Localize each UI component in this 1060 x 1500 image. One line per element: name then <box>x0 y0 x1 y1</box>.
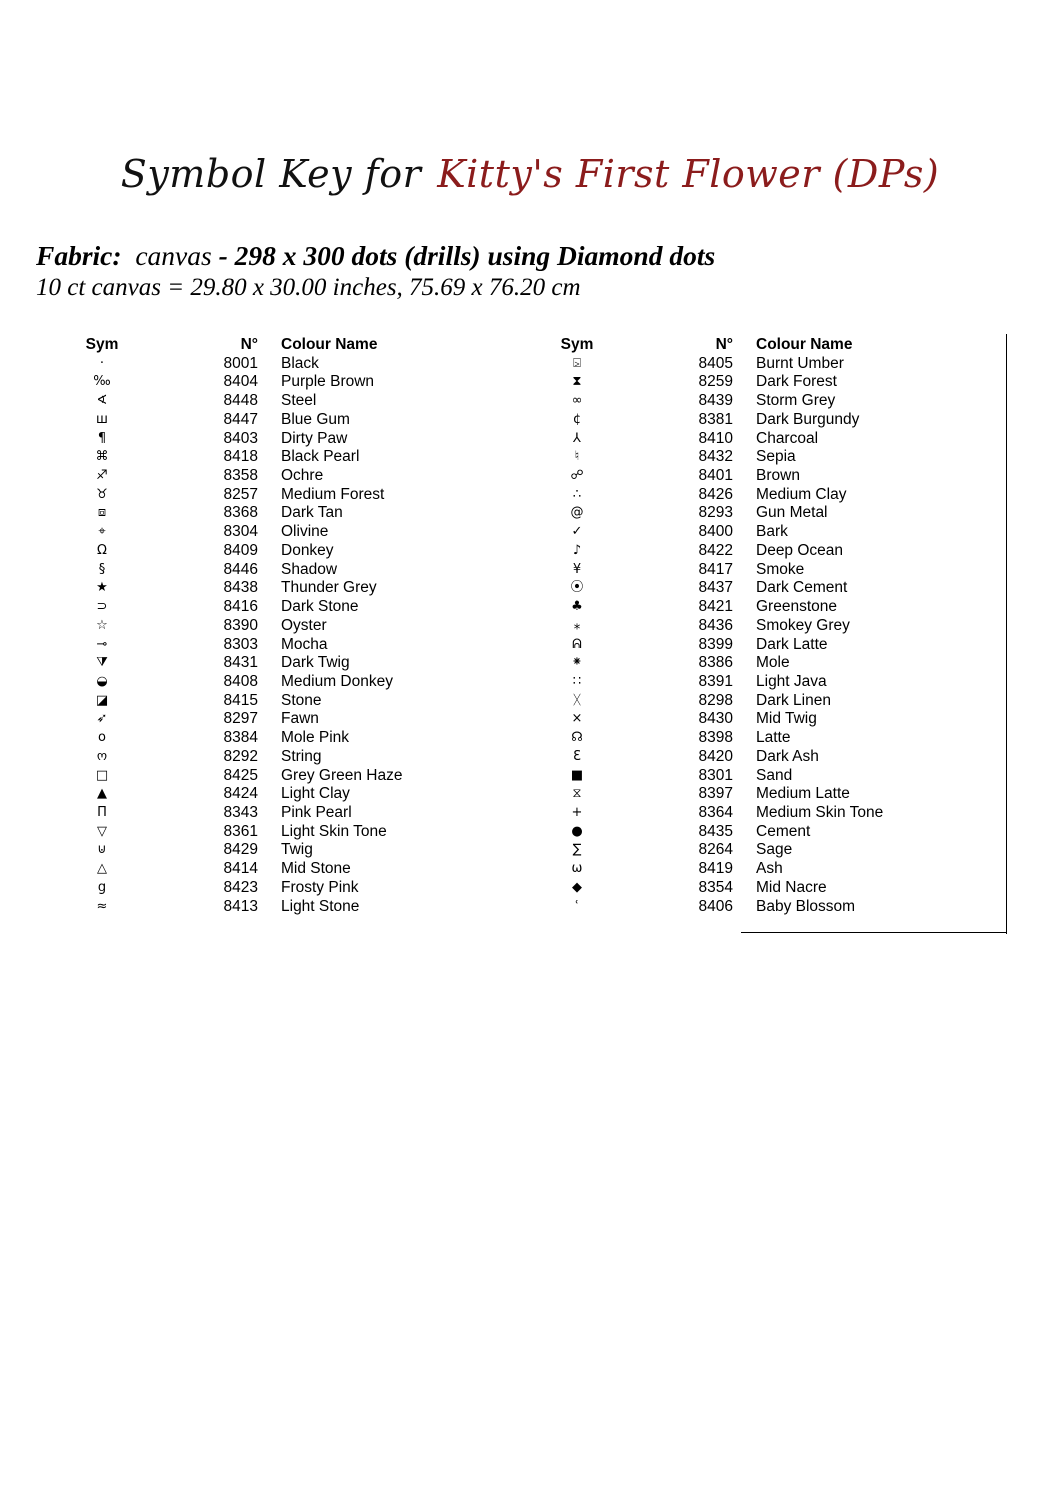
colour-number: 8446 <box>223 560 258 578</box>
colour-number: 8420 <box>698 747 733 765</box>
colour-name: Mocha <box>281 635 328 653</box>
colour-number: 8424 <box>223 785 258 803</box>
symbol: ♣ <box>571 599 583 615</box>
colour-number: 8001 <box>223 354 258 372</box>
colour-number: 8432 <box>698 448 733 466</box>
symbol: ◆ <box>572 879 582 895</box>
colour-name: Shadow <box>281 560 338 578</box>
colour-number: 8298 <box>698 691 733 709</box>
symbol: ▽ <box>97 823 107 839</box>
symbol: ⊃ <box>96 599 108 615</box>
symbol: ♐ <box>96 468 108 484</box>
symbol: ⊸ <box>96 636 108 652</box>
colour-number: 8403 <box>223 429 258 447</box>
colour-number: 8390 <box>223 616 258 634</box>
symbol: ⧗ <box>572 374 582 390</box>
table-border-right <box>1006 334 1007 934</box>
colour-name: Mole <box>756 654 790 672</box>
colour-name: Medium Skin Tone <box>756 803 884 821</box>
symbol: ∑ <box>572 842 582 858</box>
colour-name: Dark Ash <box>756 747 819 765</box>
colour-number: 8421 <box>698 598 733 616</box>
symbol: ¶ <box>97 430 107 446</box>
colour-name: Latte <box>756 729 791 747</box>
document-title <box>0 152 1060 196</box>
fabric-line <box>36 240 715 272</box>
header-colour-name: Colour Name <box>756 336 853 353</box>
symbol: ■ <box>570 767 584 783</box>
colour-name: Burnt Umber <box>756 354 844 372</box>
header-number: N° <box>715 336 733 353</box>
colour-name: String <box>281 747 322 765</box>
colour-name: Medium Clay <box>756 485 847 503</box>
colour-name: Fawn <box>281 710 319 728</box>
colour-number: 8437 <box>698 579 733 597</box>
colour-name: Greenstone <box>756 598 837 616</box>
colour-name: Light Java <box>756 672 827 690</box>
colour-name: Black Pearl <box>281 448 360 466</box>
colour-number: 8423 <box>223 878 258 896</box>
fabric-type: canvas <box>135 240 212 271</box>
colour-number: 8447 <box>223 410 258 428</box>
colour-number: 8257 <box>223 485 258 503</box>
symbol: ¢ <box>572 411 582 427</box>
colour-number: 8401 <box>698 467 733 485</box>
colour-number: 8361 <box>223 822 258 840</box>
fabric-details: - 298 x 300 dots (drills) using Diamond dots <box>218 240 716 271</box>
colour-number: 8301 <box>698 766 733 784</box>
symbol: ∴ <box>572 486 582 502</box>
symbol: ▲ <box>97 786 107 802</box>
header-sym: Sym <box>560 336 594 353</box>
symbol: ➶ <box>96 711 108 727</box>
colour-number: 8416 <box>223 598 258 616</box>
colour-number: 8429 <box>223 841 258 859</box>
symbol: ⅄ <box>573 430 581 446</box>
colour-number: 8303 <box>223 635 258 653</box>
symbol: ⦿ <box>570 580 584 596</box>
colour-name: Black <box>281 354 319 372</box>
symbol: ☊ <box>571 730 583 746</box>
symbol: ց <box>97 879 107 895</box>
symbol: ‰ <box>93 374 111 390</box>
colour-number: 8368 <box>223 504 258 522</box>
symbol: ◒ <box>96 673 108 689</box>
colour-number: 8386 <box>698 654 733 672</box>
symbol: ⧩ <box>96 655 108 671</box>
colour-name: Light Stone <box>281 897 360 915</box>
colour-name: Sage <box>756 841 793 859</box>
colour-number: 8408 <box>223 672 258 690</box>
colour-number: 8431 <box>223 654 258 672</box>
symbol: Π <box>97 804 107 820</box>
colour-name: Donkey <box>281 541 334 559</box>
symbol: ● <box>571 823 583 839</box>
symbol: § <box>98 561 106 577</box>
symbol: ⍄ <box>573 355 581 371</box>
colour-name: Purple Brown <box>281 373 375 391</box>
colour-name: Dark Burgundy <box>756 410 860 428</box>
colour-number: 8438 <box>223 579 258 597</box>
colour-name: Storm Grey <box>756 392 836 410</box>
colour-name: Medium Latte <box>756 785 850 803</box>
colour-name: Grey Green Haze <box>281 766 403 784</box>
symbol: + <box>571 804 583 820</box>
colour-number: 8435 <box>698 822 733 840</box>
colour-number: 8354 <box>698 878 733 896</box>
colour-name: Pink Pearl <box>281 803 352 821</box>
symbol: ᕱ <box>572 636 582 652</box>
colour-name: Mid Stone <box>281 860 351 878</box>
symbol: ʿ <box>575 898 579 914</box>
symbol: ⧖ <box>572 786 582 802</box>
symbol: ¥ <box>572 561 582 577</box>
colour-number: 8439 <box>698 392 733 410</box>
colour-name: Dark Tan <box>281 504 343 522</box>
colour-number: 8414 <box>223 860 258 878</box>
colour-name: Ash <box>756 860 783 878</box>
title-prefix: Symbol Key for <box>120 152 422 196</box>
symbol: ш <box>96 411 108 427</box>
colour-name: Dark Stone <box>281 598 359 616</box>
colour-name: Smokey Grey <box>756 616 850 634</box>
colour-name: Thunder Grey <box>281 579 377 597</box>
colour-name: Olivine <box>281 523 329 541</box>
colour-name: Mole Pink <box>281 729 350 747</box>
colour-name: Dark Linen <box>756 691 831 709</box>
colour-name: Bark <box>756 523 788 541</box>
colour-number: 8406 <box>698 897 733 915</box>
colour-number: 8292 <box>223 747 258 765</box>
symbol: × <box>571 711 583 727</box>
colour-name: Light Skin Tone <box>281 822 387 840</box>
colour-number: 8381 <box>698 410 733 428</box>
colour-number: 8413 <box>223 897 258 915</box>
colour-number: 8405 <box>698 354 733 372</box>
symbol: ო <box>96 748 108 764</box>
colour-name: Oyster <box>281 616 327 634</box>
colour-name: Dark Latte <box>756 635 828 653</box>
symbol: Ω <box>97 542 107 558</box>
colour-name: Medium Forest <box>281 485 385 503</box>
header-number: N° <box>240 336 258 353</box>
symbol: ✓ <box>571 524 583 540</box>
colour-name: Cement <box>756 822 811 840</box>
symbol: ᚷ <box>573 692 581 708</box>
colour-name: Medium Donkey <box>281 672 393 690</box>
colour-name: Brown <box>756 467 800 485</box>
colour-number: 8436 <box>698 616 733 634</box>
colour-number: 8430 <box>698 710 733 728</box>
colour-name: Sepia <box>756 448 796 466</box>
symbol: ω <box>571 861 583 877</box>
table-border-bottom <box>741 932 1007 933</box>
colour-name: Sand <box>756 766 793 784</box>
colour-number: 8384 <box>223 729 258 747</box>
colour-number: 8343 <box>223 803 258 821</box>
colour-number: 8415 <box>223 691 258 709</box>
colour-number: 8304 <box>223 523 258 541</box>
colour-number: 8410 <box>698 429 733 447</box>
colour-number: 8399 <box>698 635 733 653</box>
symbol: ★ <box>96 580 108 596</box>
colour-number: 8425 <box>223 766 258 784</box>
colour-number: 8409 <box>223 541 258 559</box>
colour-number: 8398 <box>698 729 733 747</box>
symbol: ∞ <box>571 393 583 409</box>
symbol: □ <box>95 767 109 783</box>
header-sym: Sym <box>85 336 119 353</box>
colour-number: 8418 <box>223 448 258 466</box>
colour-number: 8364 <box>698 803 733 821</box>
colour-number: 8448 <box>223 392 258 410</box>
colour-name: Twig <box>281 841 313 859</box>
colour-number: 8264 <box>698 841 733 859</box>
colour-number: 8259 <box>698 373 733 391</box>
symbol: @ <box>570 505 584 521</box>
colour-number: 8426 <box>698 485 733 503</box>
colour-name: Baby Blossom <box>756 897 856 915</box>
header-colour-name: Colour Name <box>281 336 378 353</box>
colour-name: Mid Twig <box>756 710 817 728</box>
colour-name: Ochre <box>281 467 324 485</box>
symbol: ♪ <box>572 542 582 558</box>
colour-name: Frosty Pink <box>281 878 359 896</box>
symbol: ☍ <box>570 468 584 484</box>
symbol: ⧈ <box>97 505 107 521</box>
colour-name: Steel <box>281 392 317 410</box>
symbol: ♮ <box>574 449 580 465</box>
colour-number: 8358 <box>223 467 258 485</box>
symbol: ∢ <box>96 393 108 409</box>
pattern-name: Kitty's First Flower (DPs) <box>437 152 940 196</box>
canvas-size-line: 10 ct canvas = 29.80 x 30.00 inches, 75.69 x 76.20 cm <box>36 274 581 301</box>
colour-name: Dirty Paw <box>281 429 348 447</box>
colour-number: 8419 <box>698 860 733 878</box>
colour-number: 8422 <box>698 541 733 559</box>
colour-name: Light Clay <box>281 785 350 803</box>
symbol: Ɛ <box>573 748 581 764</box>
symbol: ⌖ <box>98 524 106 540</box>
colour-name: Mid Nacre <box>756 878 827 896</box>
colour-number: 8404 <box>223 373 258 391</box>
fabric-label: Fabric: <box>36 240 122 271</box>
symbol: ☆ <box>96 617 108 633</box>
symbol: ◪ <box>95 692 109 708</box>
symbol: ∷ <box>572 673 582 689</box>
colour-name: Dark Forest <box>756 373 837 391</box>
symbol: o <box>98 730 106 746</box>
colour-name: Gun Metal <box>756 504 828 522</box>
colour-name: Blue Gum <box>281 410 350 428</box>
colour-number: 8397 <box>698 785 733 803</box>
colour-name: Stone <box>281 691 322 709</box>
colour-name: Charcoal <box>756 429 819 447</box>
colour-name: Dark Twig <box>281 654 350 672</box>
symbol: ♉ <box>96 486 108 502</box>
colour-name: Dark Cement <box>756 579 848 597</box>
colour-number: 8417 <box>698 560 733 578</box>
symbol: ⌘ <box>95 449 109 465</box>
colour-number: 8391 <box>698 672 733 690</box>
symbol: ⁕ <box>571 655 583 671</box>
symbol: · <box>99 355 105 371</box>
symbol: ⁎ <box>573 617 581 633</box>
symbol: ≈ <box>96 898 108 914</box>
colour-number: 8400 <box>698 523 733 541</box>
colour-number: 8297 <box>223 710 258 728</box>
colour-number: 8293 <box>698 504 733 522</box>
colour-name: Smoke <box>756 560 805 578</box>
symbol: △ <box>97 861 107 877</box>
colour-name: Deep Ocean <box>756 541 844 559</box>
symbol: ⊍ <box>97 842 107 858</box>
